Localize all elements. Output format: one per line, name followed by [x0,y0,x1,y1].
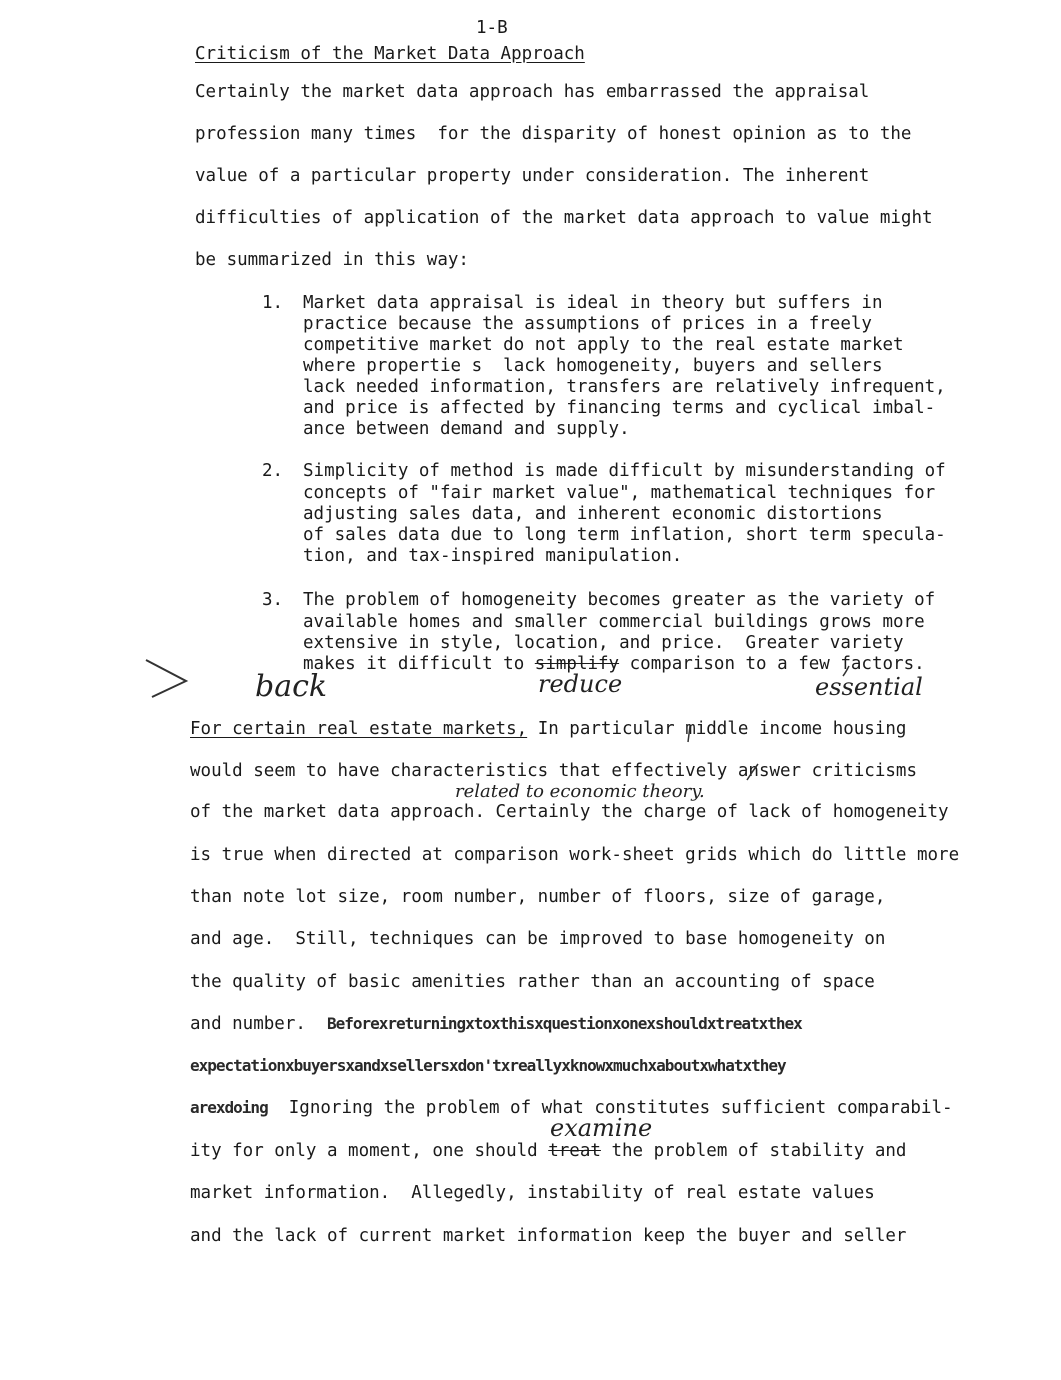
struck-word: treat [548,1141,601,1161]
comma-insert-mark [843,666,849,676]
list-item-line: ance between demand and supply. [303,419,630,439]
struck-phrase: For certain real estate markets, [190,719,528,739]
intro-line: value of a particular property under consideration. The inherent [195,166,870,186]
body-line-start: and number. [190,1014,327,1034]
list-item-line: The problem of homogeneity becomes greater as the variety of [303,590,936,610]
section-heading: Criticism of the Market Data Approach [195,44,585,64]
list-item-line: and price is affected by financing terms and cyclical imbal- [303,398,936,418]
list-item-line: lack needed information, transfers are relatively infrequent, [303,377,946,397]
list-item-line: practice because the assumptions of prices in a freely [303,314,872,334]
typed-over-text: arexdoing [190,1098,268,1117]
body-line: is true when directed at comparison work-sheet grids which do little more [190,845,960,865]
intro-line: profession many times for the disparity of honest opinion as to the [195,124,912,144]
list-number: 1. [262,293,284,313]
list-item-line: Market data appraisal is ideal in theory but suffers in [303,293,883,313]
margin-arrow-mark [146,660,186,697]
handwritten-insert: related to economic theory. [455,781,705,802]
comma-insert-mark [688,726,690,742]
intro-line: difficulties of application of the market data approach to value might [195,208,933,228]
body-line-rest: In particular middle income housing [527,719,907,739]
body-line: market information. Allegedly, instability of real estate values [190,1183,875,1203]
handwritten-examine: examine [550,1114,653,1142]
insert-caret-mark [747,764,758,780]
page-number: 1-B [476,18,508,38]
body-line: of the market data approach. Certainly the charge of lack of homogeneity [190,802,949,822]
handwritten-reduce: reduce [538,670,623,698]
body-line-start: ity for only a moment, one should [190,1141,549,1161]
list-item-line-end: comparison to a few factors. [619,654,925,674]
body-line: and the lack of current market information keep the buyer and seller [190,1226,907,1246]
body-line-rest: Ignoring the problem of what constitutes sufficient comparabil- [267,1098,953,1118]
list-item-line: competitive market do not apply to the real estate market [303,335,904,355]
handwritten-essential: essential [815,673,923,701]
typed-over-text: Beforexreturningxtoxthisxquestionxonexshouldxtreatxthex [326,1014,802,1033]
list-item-line: adjusting sales data, and inherent economic distortions [303,504,883,524]
list-item-line: where propertie s lack homogeneity, buyers and sellers [303,356,883,376]
list-number: 2. [262,461,284,481]
list-item-line: extensive in style, location, and price. Greater variety [303,633,904,653]
body-line: would seem to have characteristics that effectively answer criticisms [190,761,917,781]
body-line: the quality of basic amenities rather than an accounting of space [190,972,875,992]
list-item-line: tion, and tax-inspired manipulation. [303,546,683,566]
list-item-line: available homes and smaller commercial buildings grows more [303,612,925,632]
intro-line: be summarized in this way: [195,250,469,270]
struck-word: simplify [534,654,620,674]
list-item-line: of sales data due to long term inflation, short term specula- [303,525,946,545]
handwritten-margin-note: back [255,669,328,704]
list-item-line: Simplicity of method is made difficult by misunderstanding of [303,461,946,481]
body-line-end: the problem of stability and [600,1141,907,1161]
intro-line: Certainly the market data approach has embarrassed the appraisal [195,82,870,102]
list-number: 3. [262,590,284,610]
body-line: and age. Still, techniques can be improved to base homogeneity on [190,929,886,949]
body-line: than note lot size, room number, number of floors, size of garage, [190,887,886,907]
list-item-line: concepts of "fair market value", mathematical techniques for [303,483,936,503]
typed-over-text: expectationxbuyersxandxsellersxdon'txreallyxknowxmuchxaboutxwhatxthey [190,1056,786,1075]
list-item-line-start: makes it difficult to [303,654,535,674]
